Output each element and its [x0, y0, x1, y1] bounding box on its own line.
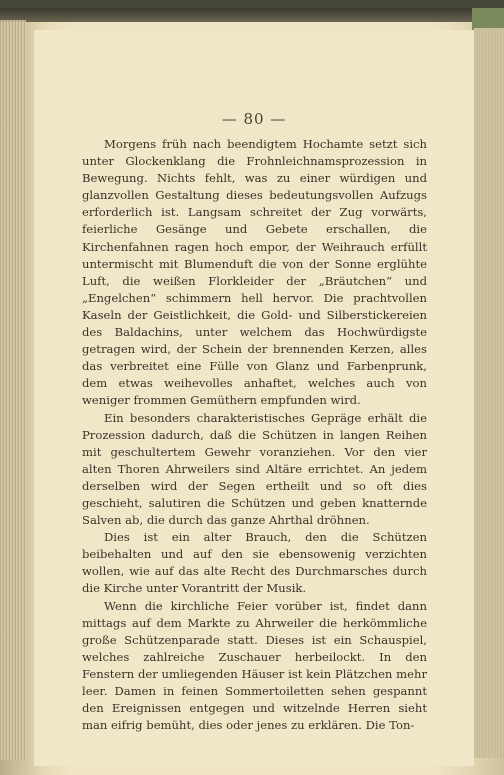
book [0, 8, 504, 775]
paragraph: Wenn die kirchliche Feier vorüber ist, findet dann mittags auf dem Markte zu Ahrweiler die herkömmliche große Schützenparade statt. Dieses ist ein Schauspiel, welches zahlreiche Zuschauer herbeilockt. In den Fenstern der umliegenden Häuser ist kein Plätzchen mehr leer. Damen in feinen Sommertoiletten sehen gespannt den Ereignissen entgegen und witzelnde Herren sieht man eifrig bemüht, dies oder jenes zu erklären. Die Ton- [82, 598, 427, 733]
paragraph: Ein besonders charakteristisches Gepräge erhält die Prozession dadurch, daß die Schützen in langen Reihen mit geschultertem Gewehr voranziehen. Vor den vier alten Thoren Ahrweilers sind Altäre errichtet. An jedem derselben wird der Segen ertheilt und so oft dies geschieht, salutiren die Schützen und geben knatternde Salven ab, die durch das ganze Ahrthal dröhnen. [82, 410, 427, 528]
page-edges-right [474, 28, 504, 758]
page-number: — 80 — [221, 110, 287, 128]
page-edges-left [0, 20, 26, 760]
body-text [82, 136, 427, 734]
top-band [0, 8, 504, 22]
paragraph: Dies ist ein alter Brauch, den die Schützen beibehalten und auf den sie ebensowenig verzichten wollen, wie auf das alte Recht des Durchmarsches durch die Kirche unter Vorantritt der Musik. [82, 530, 427, 596]
paragraph: Morgens früh nach beendigtem Hochamte setzt sich unter Glockenklang die Frohnleichnamsprozession in Bewegung. Nichts fehlt, was zu einer würdigen und glanzvollen Gestaltung dieses bedeutungsvollen Aufzugs erforderlich ist. Langsam schreitet der Zug vorwärts, feierliche Gesänge und Gebete erschallen, die Kirchenfahnen ragen hoch empor, der Weihrauch erfüllt untermischt mit Blumenduft die von der Sonne erglühte Luft, die weißen Florkleider der „Bräutchen“ und „Engelchen“ schimmern hell hervor. Die prachtvollen Kaseln der Geistlichkeit, die Gold- und Silberstickereien des Baldachins, unter welchem das Hochwürdigste getragen wird, der Schein der brennenden Kerzen, alles das verbreitet eine Fülle von Glanz und Farbenprunk, dem etwas weihevolles anhaftet, welches auch von weniger frommen Gemüthern empfunden wird. [82, 137, 427, 408]
